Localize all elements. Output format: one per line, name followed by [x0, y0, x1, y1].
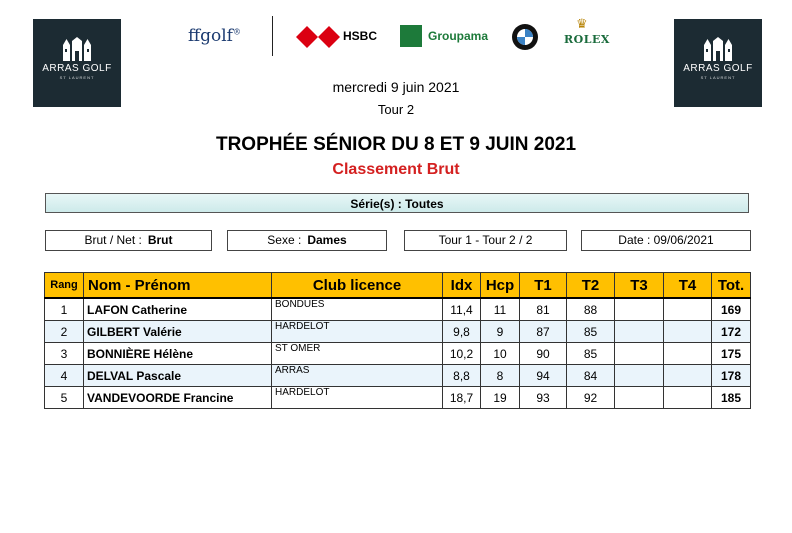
- rolex-logo-text: ROLEX: [564, 33, 610, 46]
- cell-club: HARDELOT: [272, 321, 443, 343]
- cell-t4: [664, 321, 712, 343]
- col-idx: Idx: [443, 273, 481, 299]
- club-logo-name: ARRAS GOLF: [683, 63, 753, 74]
- cell-t4: [664, 343, 712, 365]
- event-date: mercredi 9 juin 2021: [332, 79, 460, 95]
- col-rang: Rang: [45, 273, 84, 299]
- brut-net-box: [45, 230, 212, 251]
- cell-t3: [615, 365, 664, 387]
- cell-t1: 81: [520, 298, 567, 321]
- ffgolf-logo: ffgolf®: [188, 26, 241, 46]
- cell-t4: [664, 365, 712, 387]
- page-title: TROPHÉE SÉNIOR DU 8 ET 9 JUIN 2021: [215, 134, 577, 155]
- col-club: Club licence: [272, 273, 443, 299]
- table-row: [45, 365, 751, 387]
- col-t4: T4: [664, 273, 712, 299]
- cell-nom: GILBERT Valérie: [84, 321, 272, 343]
- cell-hcp: 8: [481, 365, 520, 387]
- brut-net-label: Brut / Net :: [84, 233, 142, 247]
- sponsor-divider: [272, 16, 273, 56]
- cell-tot: 178: [712, 365, 751, 387]
- cell-tot: 169: [712, 298, 751, 321]
- cell-t2: 85: [567, 321, 615, 343]
- cell-tot: 185: [712, 387, 751, 409]
- cell-club: BONDUES: [272, 298, 443, 321]
- cell-tot: 175: [712, 343, 751, 365]
- brut-net-value: Brut: [147, 233, 173, 247]
- cell-t3: [615, 321, 664, 343]
- cell-tot: 172: [712, 321, 751, 343]
- table-row: [45, 321, 751, 343]
- cell-rang: 5: [45, 387, 84, 409]
- cell-idx: 18,7: [443, 387, 481, 409]
- cell-idx: 10,2: [443, 343, 481, 365]
- cell-t3: [615, 387, 664, 409]
- table-row: [45, 343, 751, 365]
- castle-icon: [701, 37, 735, 61]
- cell-hcp: 9: [481, 321, 520, 343]
- cell-t2: 92: [567, 387, 615, 409]
- series-bar: Série(s) : Toutes: [45, 193, 749, 213]
- table-header-row: [45, 273, 751, 299]
- cell-club: ST OMER: [272, 343, 443, 365]
- sexe-label: Sexe :: [267, 233, 302, 247]
- cell-idx: 9,8: [443, 321, 481, 343]
- cell-t1: 87: [520, 321, 567, 343]
- cell-nom: VANDEVOORDE Francine: [84, 387, 272, 409]
- date-box: [581, 230, 751, 251]
- col-nom: Nom - Prénom: [84, 273, 272, 299]
- cell-hcp: 11: [481, 298, 520, 321]
- col-hcp: Hcp: [481, 273, 520, 299]
- sexe-box: [227, 230, 387, 251]
- hsbc-logo-text: HSBC: [343, 29, 378, 43]
- cell-rang: 1: [45, 298, 84, 321]
- cell-t2: 85: [567, 343, 615, 365]
- tours-box: [404, 230, 567, 251]
- cell-nom: LAFON Catherine: [84, 298, 272, 321]
- cell-idx: 11,4: [443, 298, 481, 321]
- bmw-roundel-icon: [511, 23, 539, 51]
- club-logo-sub: ST LAURENT: [59, 75, 95, 80]
- cell-hcp: 10: [481, 343, 520, 365]
- sexe-value: Dames: [307, 233, 347, 247]
- castle-icon: [60, 37, 94, 61]
- cell-t1: 90: [520, 343, 567, 365]
- cell-t1: 93: [520, 387, 567, 409]
- club-logo-sub: ST LAURENT: [700, 75, 736, 80]
- cell-t2: 84: [567, 365, 615, 387]
- col-t2: T2: [567, 273, 615, 299]
- col-t3: T3: [615, 273, 664, 299]
- results-table: [44, 272, 751, 409]
- cell-nom: DELVAL Pascale: [84, 365, 272, 387]
- cell-t4: [664, 298, 712, 321]
- cell-rang: 3: [45, 343, 84, 365]
- club-logo-name: ARRAS GOLF: [42, 63, 112, 74]
- cell-rang: 2: [45, 321, 84, 343]
- cell-hcp: 19: [481, 387, 520, 409]
- sponsor-banner: [168, 12, 632, 62]
- tours-label: Tour 1 - Tour 2 / 2: [438, 233, 533, 247]
- col-t1: T1: [520, 273, 567, 299]
- ffgolf-text: ffgolf: [188, 26, 233, 46]
- cell-t1: 94: [520, 365, 567, 387]
- groupama-logo-text: Groupama: [428, 29, 489, 43]
- cell-t3: [615, 343, 664, 365]
- cell-rang: 4: [45, 365, 84, 387]
- cell-nom: BONNIÈRE Hélène: [84, 343, 272, 365]
- cell-t4: [664, 387, 712, 409]
- cell-t2: 88: [567, 298, 615, 321]
- table-row: [45, 298, 751, 321]
- date-label: Date : 09/06/2021: [618, 233, 714, 247]
- rolex-crown-icon: ♛: [576, 16, 588, 31]
- cell-t3: [615, 298, 664, 321]
- ranking-subtitle: Classement Brut: [332, 161, 460, 178]
- groupama-icon: [400, 25, 422, 47]
- hsbc-hexagon-icon: [296, 26, 340, 48]
- cell-club: HARDELOT: [272, 387, 443, 409]
- col-tot: Tot.: [712, 273, 751, 299]
- round-label: Tour 2: [377, 102, 415, 117]
- table-row: [45, 387, 751, 409]
- cell-idx: 8,8: [443, 365, 481, 387]
- cell-club: ARRAS: [272, 365, 443, 387]
